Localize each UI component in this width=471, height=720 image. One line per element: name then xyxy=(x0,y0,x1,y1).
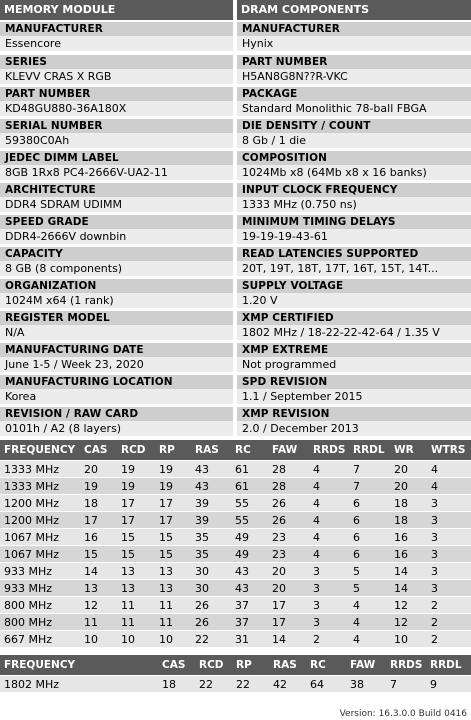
table-cell: 933 MHz xyxy=(0,580,80,597)
table-cell: 6 xyxy=(349,495,390,512)
timing-body xyxy=(0,461,471,648)
table-cell: 2 xyxy=(427,631,471,648)
field-label: MANUFACTURING LOCATION xyxy=(0,375,233,389)
field-label: SPEED GRADE xyxy=(0,215,233,229)
table-cell: 23 xyxy=(268,529,309,546)
field-label: PART NUMBER xyxy=(0,87,233,101)
xmp-table xyxy=(0,655,471,692)
table-cell: 7 xyxy=(349,478,390,495)
table-cell: 6 xyxy=(349,512,390,529)
column-header-frequency: FREQUENCY xyxy=(0,440,80,461)
table-cell: 2 xyxy=(427,597,471,614)
table-cell: 61 xyxy=(231,461,268,478)
table-cell: 13 xyxy=(155,563,191,580)
table-cell: 3 xyxy=(309,597,349,614)
xmp-body xyxy=(0,676,471,693)
table-cell: 4 xyxy=(427,461,471,478)
field-value: 1024M x64 (1 rank) xyxy=(0,293,233,308)
table-cell: 14 xyxy=(268,631,309,648)
column-header-rp: RP xyxy=(155,440,191,461)
table-cell: 20 xyxy=(390,461,427,478)
module-field-manufacturer xyxy=(0,20,233,52)
table-cell: 15 xyxy=(117,529,155,546)
table-cell: 20 xyxy=(268,563,309,580)
field-value: Korea xyxy=(0,389,233,404)
table-cell: 16 xyxy=(390,546,427,563)
table-cell: 17 xyxy=(117,495,155,512)
field-label: PART NUMBER xyxy=(237,55,471,69)
table-cell: 49 xyxy=(231,529,268,546)
field-value: 2.0 / December 2013 xyxy=(237,421,471,436)
field-label: XMP CERTIFIED xyxy=(237,311,471,325)
table-cell: 13 xyxy=(155,580,191,597)
field-value: 19-19-19-43-61 xyxy=(237,229,471,244)
table-cell: 17 xyxy=(80,512,117,529)
info-columns xyxy=(0,20,471,436)
field-label: XMP EXTREME xyxy=(237,343,471,357)
table-cell: 43 xyxy=(191,478,231,495)
table-cell: 17 xyxy=(268,614,309,631)
dram-field-die-density-count xyxy=(237,116,471,148)
table-cell: 800 MHz xyxy=(0,597,80,614)
field-value: June 1-5 / Week 23, 2020 xyxy=(0,357,233,372)
table-cell: 11 xyxy=(80,614,117,631)
table-cell: 19 xyxy=(117,461,155,478)
table-cell: 18 xyxy=(158,676,195,693)
table-cell: 11 xyxy=(117,597,155,614)
field-value: Standard Monolithic 78-ball FBGA xyxy=(237,101,471,116)
table-cell: 18 xyxy=(390,512,427,529)
column-header-rrds: RRDS xyxy=(309,440,349,461)
table-cell: 28 xyxy=(268,461,309,478)
table-cell: 17 xyxy=(117,512,155,529)
xmp-header-row xyxy=(0,655,471,676)
table-cell: 1333 MHz xyxy=(0,478,80,495)
field-label: MANUFACTURER xyxy=(0,22,233,36)
column-header-cas: CAS xyxy=(80,440,117,461)
table-cell: 55 xyxy=(231,512,268,529)
table-cell: 38 xyxy=(346,676,386,693)
dram-field-package xyxy=(237,84,471,116)
table-cell: 20 xyxy=(390,478,427,495)
table-cell: 3 xyxy=(309,563,349,580)
version-label: Version: 16.3.0.0 Build 0416 xyxy=(339,709,467,719)
table-cell: 39 xyxy=(191,512,231,529)
table-cell: 19 xyxy=(117,478,155,495)
column-header-faw: FAW xyxy=(346,655,386,676)
table-cell: 6 xyxy=(349,546,390,563)
field-label: READ LATENCIES SUPPORTED xyxy=(237,247,471,261)
field-label: REVISION / RAW CARD xyxy=(0,407,233,421)
module-field-architecture xyxy=(0,180,233,212)
table-cell: 2 xyxy=(427,614,471,631)
table-cell: 6 xyxy=(349,529,390,546)
table-cell: 22 xyxy=(195,676,232,693)
dram-field-minimum-timing-delays xyxy=(237,212,471,244)
table-cell: 26 xyxy=(268,495,309,512)
table-cell: 11 xyxy=(117,614,155,631)
table-cell: 1200 MHz xyxy=(0,495,80,512)
table-cell: 22 xyxy=(232,676,269,693)
table-row xyxy=(0,563,471,580)
table-cell: 3 xyxy=(427,546,471,563)
table-cell: 10 xyxy=(117,631,155,648)
field-label: SERIAL NUMBER xyxy=(0,119,233,133)
table-cell: 30 xyxy=(191,580,231,597)
table-cell: 4 xyxy=(309,478,349,495)
table-cell: 4 xyxy=(309,546,349,563)
column-header-rrdl: RRDL xyxy=(349,440,390,461)
module-field-capacity xyxy=(0,244,233,276)
field-value: 8 Gb / 1 die xyxy=(237,133,471,148)
column-header-rrdl: RRDL xyxy=(426,655,471,676)
dram-field-spd-revision xyxy=(237,372,471,404)
column-header-rc: RC xyxy=(231,440,268,461)
table-cell: 13 xyxy=(117,580,155,597)
table-cell: 7 xyxy=(386,676,426,693)
table-cell: 30 xyxy=(191,563,231,580)
dram-field-manufacturer xyxy=(237,20,471,52)
table-cell: 800 MHz xyxy=(0,614,80,631)
field-value: 1.20 V xyxy=(237,293,471,308)
field-value: 59380C0Ah xyxy=(0,133,233,148)
field-value: 20T, 19T, 18T, 17T, 16T, 15T, 14T... xyxy=(237,261,471,276)
table-cell: 1200 MHz xyxy=(0,512,80,529)
dram-field-input-clock-frequency xyxy=(237,180,471,212)
module-field-organization xyxy=(0,276,233,308)
table-cell: 61 xyxy=(231,478,268,495)
table-cell: 28 xyxy=(268,478,309,495)
table-cell: 16 xyxy=(80,529,117,546)
table-cell: 64 xyxy=(306,676,346,693)
table-cell: 26 xyxy=(191,614,231,631)
table-row xyxy=(0,597,471,614)
column-header-faw: FAW xyxy=(268,440,309,461)
table-row xyxy=(0,676,471,693)
table-cell: 18 xyxy=(80,495,117,512)
table-row xyxy=(0,529,471,546)
field-label: SPD REVISION xyxy=(237,375,471,389)
table-row xyxy=(0,461,471,478)
table-cell: 667 MHz xyxy=(0,631,80,648)
column-header-ras: RAS xyxy=(191,440,231,461)
dram-components-header: DRAM COMPONENTS xyxy=(237,0,471,20)
module-field-speed-grade xyxy=(0,212,233,244)
table-cell: 12 xyxy=(390,614,427,631)
field-label: MANUFACTURING DATE xyxy=(0,343,233,357)
table-cell: 26 xyxy=(268,512,309,529)
table-cell: 20 xyxy=(80,461,117,478)
column-header-rrds: RRDS xyxy=(386,655,426,676)
table-cell: 11 xyxy=(155,597,191,614)
field-label: MANUFACTURER xyxy=(237,22,471,36)
table-cell: 9 xyxy=(426,676,471,693)
table-cell: 3 xyxy=(427,580,471,597)
table-cell: 4 xyxy=(349,631,390,648)
table-cell: 35 xyxy=(191,529,231,546)
field-value: DDR4 SDRAM UDIMM xyxy=(0,197,233,212)
table-cell: 3 xyxy=(427,495,471,512)
table-row xyxy=(0,512,471,529)
field-value: 0101h / A2 (8 layers) xyxy=(0,421,233,436)
field-label: SERIES xyxy=(0,55,233,69)
table-cell: 37 xyxy=(231,614,268,631)
field-value: 8GB 1Rx8 PC4-2666V-UA2-11 xyxy=(0,165,233,180)
timing-header-row xyxy=(0,440,471,461)
table-cell: 933 MHz xyxy=(0,563,80,580)
column-header-rp: RP xyxy=(232,655,269,676)
table-cell: 14 xyxy=(390,563,427,580)
field-value: KLEVV CRAS X RGB xyxy=(0,69,233,84)
table-cell: 15 xyxy=(155,546,191,563)
module-field-manufacturing-date xyxy=(0,340,233,372)
table-cell: 42 xyxy=(269,676,306,693)
table-cell: 4 xyxy=(309,495,349,512)
field-label: PACKAGE xyxy=(237,87,471,101)
table-cell: 7 xyxy=(349,461,390,478)
table-cell: 39 xyxy=(191,495,231,512)
field-value: 1024Mb x8 (64Mb x8 x 16 banks) xyxy=(237,165,471,180)
field-value: Essencore xyxy=(0,36,233,51)
table-row xyxy=(0,495,471,512)
field-label: DIE DENSITY / COUNT xyxy=(237,119,471,133)
column-header-frequency: FREQUENCY xyxy=(0,655,158,676)
column-header-wr: WR xyxy=(390,440,427,461)
table-cell: 14 xyxy=(80,563,117,580)
column-header-cas: CAS xyxy=(158,655,195,676)
table-cell: 1067 MHz xyxy=(0,529,80,546)
table-cell: 5 xyxy=(349,580,390,597)
dram-field-xmp-revision xyxy=(237,404,471,436)
table-cell: 17 xyxy=(268,597,309,614)
table-cell: 19 xyxy=(80,478,117,495)
module-field-jedec-dimm-label xyxy=(0,148,233,180)
table-cell: 19 xyxy=(155,478,191,495)
table-cell: 43 xyxy=(191,461,231,478)
field-label: ORGANIZATION xyxy=(0,279,233,293)
column-header-ras: RAS xyxy=(269,655,306,676)
dram-field-read-latencies-supported xyxy=(237,244,471,276)
field-label: CAPACITY xyxy=(0,247,233,261)
table-cell: 43 xyxy=(231,580,268,597)
table-cell: 4 xyxy=(309,512,349,529)
table-cell: 4 xyxy=(427,478,471,495)
table-cell: 17 xyxy=(155,495,191,512)
table-cell: 4 xyxy=(309,461,349,478)
table-cell: 1333 MHz xyxy=(0,461,80,478)
field-label: INPUT CLOCK FREQUENCY xyxy=(237,183,471,197)
table-cell: 17 xyxy=(155,512,191,529)
field-value: N/A xyxy=(0,325,233,340)
table-cell: 3 xyxy=(427,529,471,546)
table-cell: 12 xyxy=(390,597,427,614)
module-field-part-number xyxy=(0,84,233,116)
table-cell: 43 xyxy=(231,563,268,580)
table-row xyxy=(0,631,471,648)
field-value: Hynix xyxy=(237,36,471,51)
section-headers xyxy=(0,0,471,20)
module-field-serial-number xyxy=(0,116,233,148)
table-cell: 4 xyxy=(349,597,390,614)
table-cell: 26 xyxy=(191,597,231,614)
dram-field-xmp-extreme xyxy=(237,340,471,372)
table-cell: 20 xyxy=(268,580,309,597)
table-cell: 10 xyxy=(390,631,427,648)
column-header-rcd: RCD xyxy=(117,440,155,461)
table-cell: 18 xyxy=(390,495,427,512)
table-row xyxy=(0,546,471,563)
table-cell: 31 xyxy=(231,631,268,648)
column-header-rcd: RCD xyxy=(195,655,232,676)
table-cell: 1067 MHz xyxy=(0,546,80,563)
table-cell: 15 xyxy=(80,546,117,563)
table-cell: 10 xyxy=(80,631,117,648)
table-cell: 14 xyxy=(390,580,427,597)
module-field-manufacturing-location xyxy=(0,372,233,404)
field-label: XMP REVISION xyxy=(237,407,471,421)
field-value: 1.1 / September 2015 xyxy=(237,389,471,404)
table-cell: 13 xyxy=(80,580,117,597)
table-cell: 13 xyxy=(117,563,155,580)
field-label: SUPPLY VOLTAGE xyxy=(237,279,471,293)
column-header-wtrs: WTRS xyxy=(427,440,471,461)
table-cell: 19 xyxy=(155,461,191,478)
field-label: ARCHITECTURE xyxy=(0,183,233,197)
field-label: REGISTER MODEL xyxy=(0,311,233,325)
table-cell: 3 xyxy=(427,512,471,529)
field-value: DDR4-2666V downbin xyxy=(0,229,233,244)
table-cell: 49 xyxy=(231,546,268,563)
dram-field-composition xyxy=(237,148,471,180)
table-cell: 55 xyxy=(231,495,268,512)
table-row xyxy=(0,478,471,495)
dram-field-supply-voltage xyxy=(237,276,471,308)
table-cell: 4 xyxy=(349,614,390,631)
table-cell: 3 xyxy=(309,580,349,597)
dram-field-part-number xyxy=(237,52,471,84)
module-field-register-model xyxy=(0,308,233,340)
field-value: Not programmed xyxy=(237,357,471,372)
table-cell: 10 xyxy=(155,631,191,648)
table-cell: 22 xyxy=(191,631,231,648)
table-cell: 37 xyxy=(231,597,268,614)
field-value: H5AN8G8N??R-VKC xyxy=(237,69,471,84)
table-cell: 4 xyxy=(309,529,349,546)
table-cell: 23 xyxy=(268,546,309,563)
field-value: 8 GB (8 components) xyxy=(0,261,233,276)
table-cell: 1802 MHz xyxy=(0,676,158,693)
field-value: 1333 MHz (0.750 ns) xyxy=(237,197,471,212)
module-field-revision-raw-card xyxy=(0,404,233,436)
column-header-rc: RC xyxy=(306,655,346,676)
table-cell: 3 xyxy=(427,563,471,580)
dram-field-xmp-certified xyxy=(237,308,471,340)
table-row xyxy=(0,580,471,597)
table-cell: 16 xyxy=(390,529,427,546)
table-row xyxy=(0,614,471,631)
table-cell: 35 xyxy=(191,546,231,563)
table-cell: 12 xyxy=(80,597,117,614)
memory-module-header: MEMORY MODULE xyxy=(0,0,233,20)
timing-table xyxy=(0,440,471,647)
table-cell: 5 xyxy=(349,563,390,580)
table-cell: 2 xyxy=(309,631,349,648)
field-value: 1802 MHz / 18-22-22-42-64 / 1.35 V xyxy=(237,325,471,340)
field-value: KD48GU880-36A180X xyxy=(0,101,233,116)
table-cell: 11 xyxy=(155,614,191,631)
field-label: COMPOSITION xyxy=(237,151,471,165)
module-field-series xyxy=(0,52,233,84)
field-label: MINIMUM TIMING DELAYS xyxy=(237,215,471,229)
memory-module-column xyxy=(0,20,233,436)
field-label: JEDEC DIMM LABEL xyxy=(0,151,233,165)
table-cell: 3 xyxy=(309,614,349,631)
table-cell: 15 xyxy=(117,546,155,563)
table-cell: 15 xyxy=(155,529,191,546)
dram-components-column xyxy=(237,20,471,436)
